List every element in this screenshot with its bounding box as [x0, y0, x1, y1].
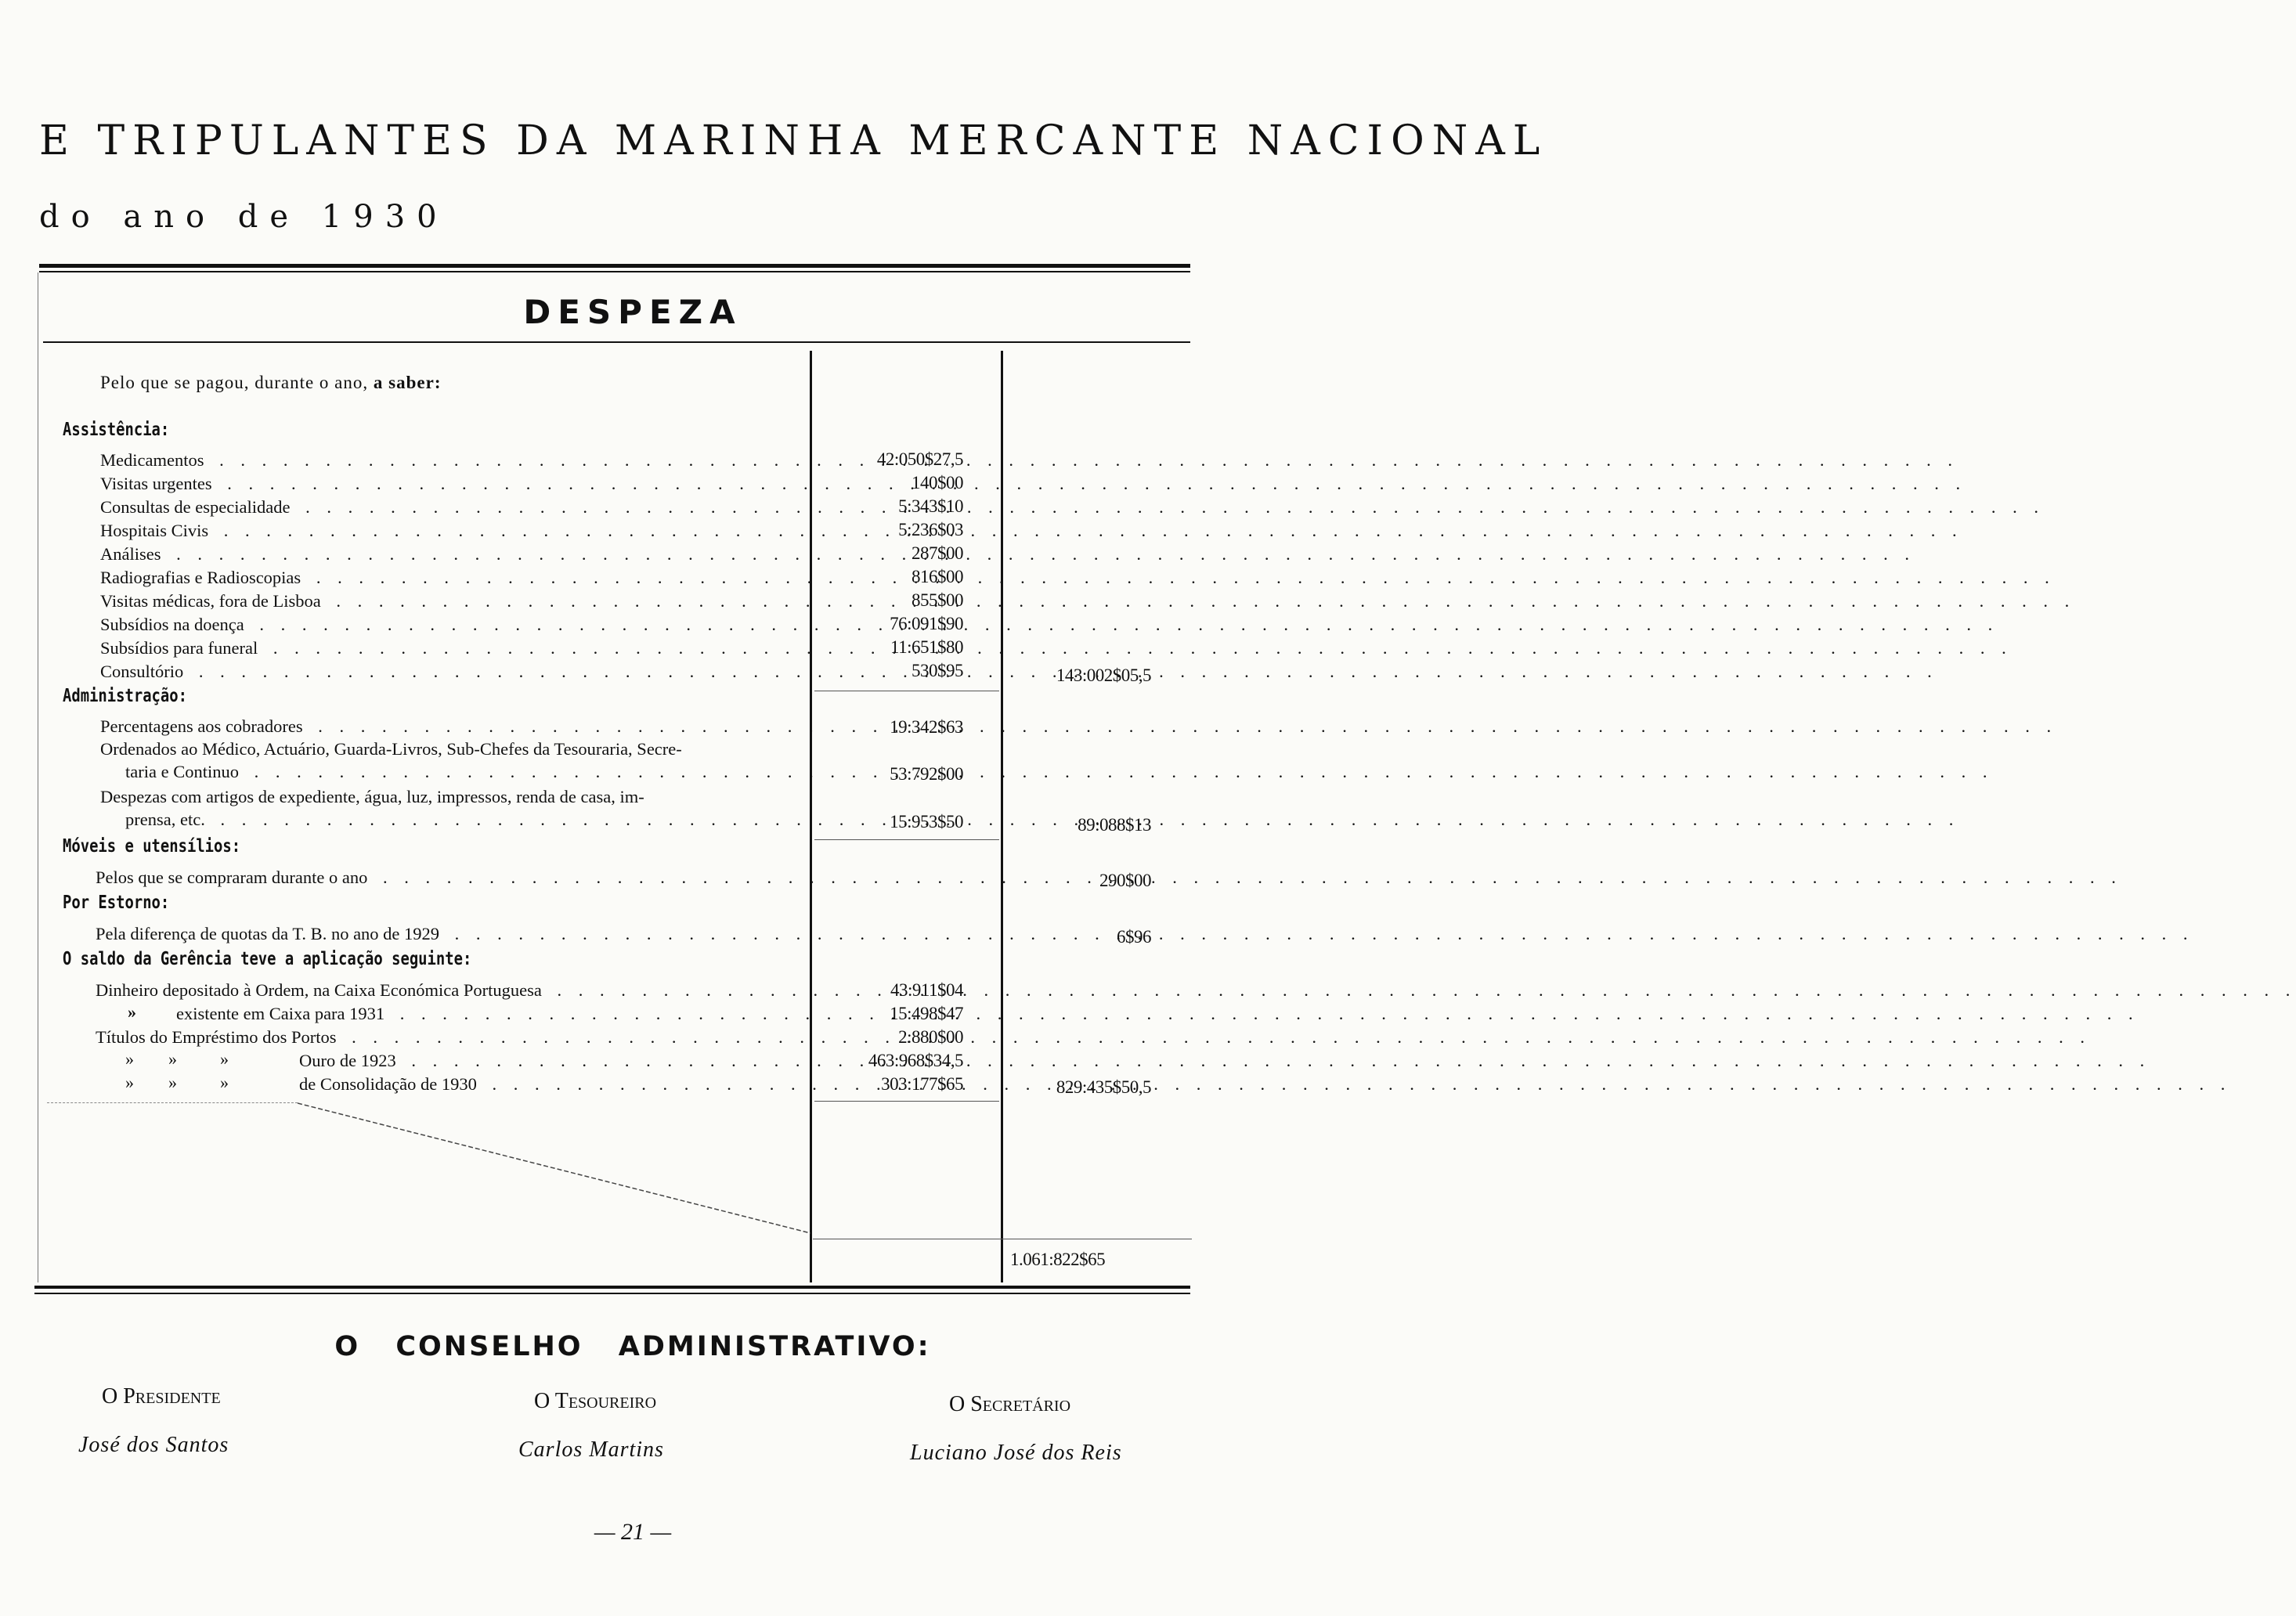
amount: 11:651$80 [890, 637, 963, 657]
bottom-rule-thin [34, 1293, 1190, 1294]
grand-total: 1.061:822$65 [1010, 1250, 1106, 1269]
list-item: Análises . . . [100, 543, 797, 566]
treasurer-role: O Tesoureiro [534, 1389, 657, 1413]
amount: 76:091$90 [890, 614, 963, 633]
section-heading: DESPEZA [523, 293, 742, 331]
amount: 15:953$50 [890, 812, 963, 831]
list-item-line: Ordenados ao Médico, Actuário, Guarda-Livros, Sub-Chefes da Tesouraria, Secre- [100, 739, 682, 759]
list-item-line: Despezas com artigos de expediente, água, luz, impressos, renda de casa, im- [100, 787, 644, 806]
intro-text: Pelo que se pagou, durante o ano, a saber: [100, 373, 442, 392]
president-name: José dos Santos [78, 1433, 229, 1457]
amount: 530$95 [912, 661, 963, 680]
secretary-name: Luciano José dos Reis [910, 1441, 1122, 1465]
list-item: Medicamentos . . . [100, 449, 797, 472]
list-item: Consultas de especialidade . . . [100, 496, 797, 519]
amount: 53:792$00 [890, 764, 963, 784]
category-estorno: Por Estorno: [63, 893, 170, 913]
bottom-rule [34, 1286, 1190, 1289]
list-item: Ouro de 1923 . . . [299, 1049, 797, 1073]
category-administracao: Administração: [63, 686, 187, 706]
list-item: prensa, etc. . . . [125, 808, 797, 831]
page-number: — 21 — [594, 1519, 672, 1545]
council-title: O CONSELHO ADMINISTRATIVO: [334, 1331, 931, 1362]
amount: 855$00 [912, 590, 963, 610]
amount: 42:050$27,5 [876, 449, 963, 469]
top-rule-thin [39, 271, 1190, 272]
amount: 5:343$10 [898, 496, 963, 516]
top-rule [39, 264, 1190, 268]
amount: 5:236$03 [898, 520, 963, 539]
list-item: Consultório . . . [100, 660, 797, 684]
page-title: E TRIPULANTES DA MARINHA MERCANTE NACIONAL [39, 117, 1548, 164]
amount: 303:177$65 [881, 1074, 963, 1094]
amount: 140$00 [912, 473, 963, 492]
amount: 43:911$04 [890, 980, 963, 1000]
list-item: Percentagens aos cobradores . . . [100, 715, 797, 738]
list-item: Dinheiro depositado à Ordem, na Caixa Económica Portuguesa . . . [96, 979, 797, 1002]
filler-diagonal [298, 1100, 814, 1237]
category-moveis: Móveis e utensílios: [63, 836, 241, 857]
category-assistencia: Assistência: [63, 420, 170, 440]
list-item: Visitas médicas, fora de Lisboa . . . [100, 590, 797, 613]
category-saldo: O saldo da Gerência teve a aplicação seguinte: [63, 949, 472, 969]
list-item: taria e Continuo . . . [125, 760, 797, 784]
subtotal-moveis: 290$00 [1099, 871, 1151, 890]
list-item: Pelos que se compraram durante o ano . . . [96, 866, 797, 889]
president-role: O Presidente [102, 1384, 221, 1409]
list-item: Títulos do Empréstimo dos Portos . . . [96, 1026, 797, 1049]
heading-rule [43, 341, 1190, 343]
amount: 287$00 [912, 543, 963, 563]
list-item: existente em Caixa para 1931 . . . [176, 1002, 797, 1026]
secretary-role: O Secretário [949, 1392, 1071, 1416]
ditto-marks: » » » [125, 1073, 229, 1092]
filler-rule [47, 1102, 298, 1103]
amount: 816$00 [912, 567, 963, 586]
amount: 2:880$00 [898, 1027, 963, 1047]
subtotal-administracao: 89:088$13 [1078, 815, 1151, 835]
ditto-marks: » » » [125, 1049, 229, 1069]
subtotal-assistencia: 143:002$05,5 [1056, 666, 1151, 685]
subtotal-rule [814, 839, 999, 840]
list-item: Pela diferença de quotas da T. B. no ano de 1929 . . . [96, 922, 797, 946]
ditto-mark: » [128, 1002, 136, 1022]
list-item: Radiografias e Radioscopias . . . [100, 566, 797, 590]
amount: 15:498$47 [890, 1004, 963, 1023]
subtotal-rule [814, 1101, 999, 1102]
list-item: Hospitais Civis . . . [100, 519, 797, 543]
amount: 19:342$63 [890, 717, 963, 737]
amount: 463:968$34,5 [868, 1051, 963, 1070]
subtotal-estorno: 6$96 [1117, 927, 1151, 947]
list-item: Subsídios na doença . . . [100, 613, 797, 637]
list-item: Visitas urgentes . . . [100, 472, 797, 496]
list-item: de Consolidação de 1930 . . . [299, 1073, 797, 1096]
list-item: Subsídios para funeral . . . [100, 637, 797, 660]
treasurer-name: Carlos Martins [518, 1437, 664, 1462]
page-subtitle: do ano de 1930 [39, 199, 449, 235]
subtotal-saldo: 829:435$50,5 [1056, 1077, 1151, 1097]
